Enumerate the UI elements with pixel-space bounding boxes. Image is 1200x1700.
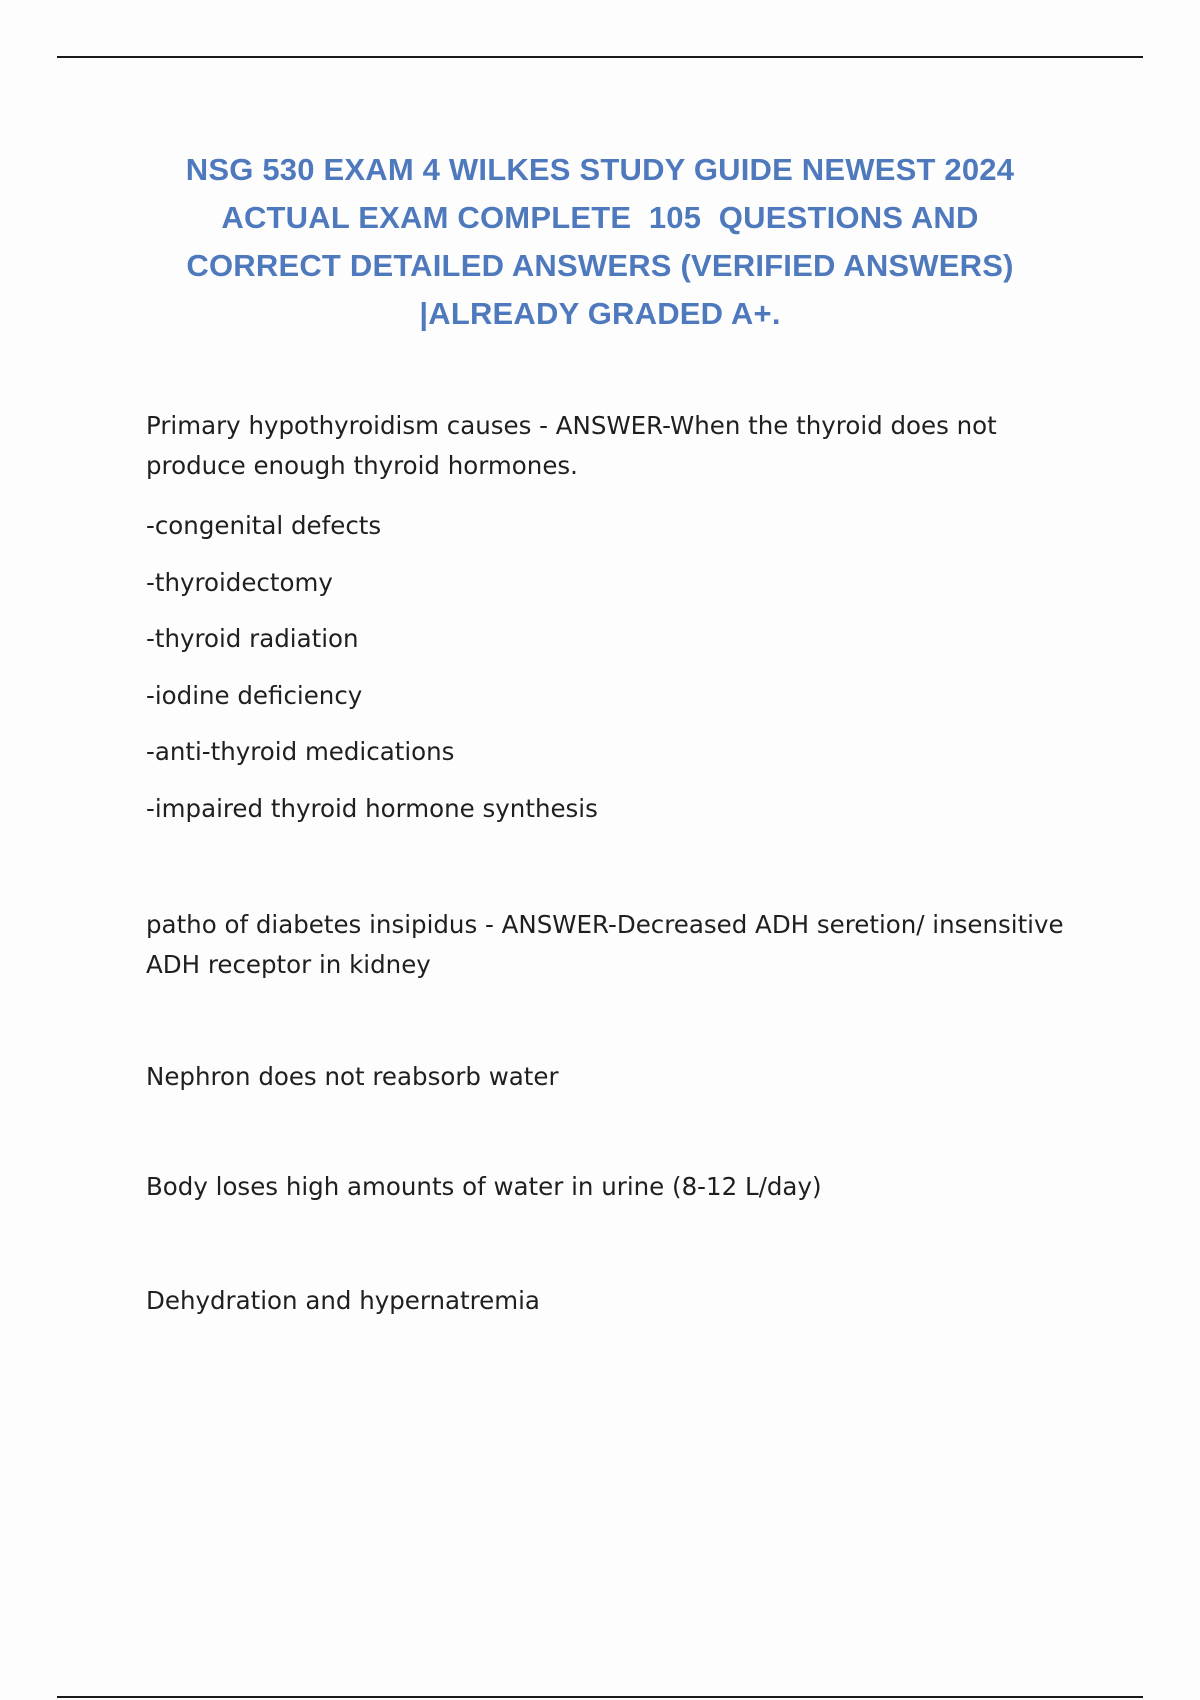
list-item bbox=[146, 506, 1086, 563]
list-item-text: -congenital defects bbox=[146, 511, 382, 540]
document-title bbox=[140, 146, 1060, 338]
title-line-1: NSG 530 EXAM 4 WILKES STUDY GUIDE NEWEST 2024 bbox=[185, 152, 1015, 187]
header-rule bbox=[57, 56, 1143, 58]
question-entry-1 bbox=[146, 406, 1086, 506]
detail-paragraph bbox=[146, 1167, 1086, 1281]
list-item-text: -thyroid radiation bbox=[146, 624, 359, 653]
document-body bbox=[146, 406, 1086, 1321]
question-1-text: Primary hypothyroidism causes - ANSWER-When the thyroid does not produce enough thyroid hormones. bbox=[146, 411, 997, 480]
list-item-text: -impaired thyroid hormone synthesis bbox=[146, 793, 598, 823]
list-item bbox=[146, 619, 1086, 676]
list-item bbox=[146, 563, 1086, 620]
question-entry-2 bbox=[146, 905, 1086, 1057]
question-2-text: patho of diabetes insipidus - ANSWER-Decreased ADH seretion/ insensitive ADH receptor in kidney bbox=[146, 910, 1064, 979]
footer-rule bbox=[57, 1696, 1143, 1698]
spacer bbox=[146, 845, 1086, 905]
detail-text: Body loses high amounts of water in urine (8-12 L/day) bbox=[146, 1172, 822, 1201]
title-line-4: |ALREADY GRADED A+. bbox=[419, 296, 781, 331]
list-item bbox=[146, 676, 1086, 733]
detail-text: Nephron does not reabsorb water bbox=[146, 1062, 559, 1091]
list-item-text: -iodine deficiency bbox=[146, 680, 363, 710]
list-item-text: -anti-thyroid medications bbox=[146, 737, 455, 766]
detail-text: Dehydration and hypernatremia bbox=[146, 1286, 540, 1315]
detail-paragraph bbox=[146, 1057, 1086, 1167]
list-item bbox=[146, 789, 1086, 846]
title-line-3: CORRECT DETAILED ANSWERS (VERIFIED ANSWERS) bbox=[186, 248, 1014, 283]
list-item-text: -thyroidectomy bbox=[146, 567, 333, 597]
detail-paragraph bbox=[146, 1281, 1086, 1321]
list-item bbox=[146, 732, 1086, 789]
title-line-2: ACTUAL EXAM COMPLETE 105 QUESTIONS AND bbox=[221, 200, 979, 235]
